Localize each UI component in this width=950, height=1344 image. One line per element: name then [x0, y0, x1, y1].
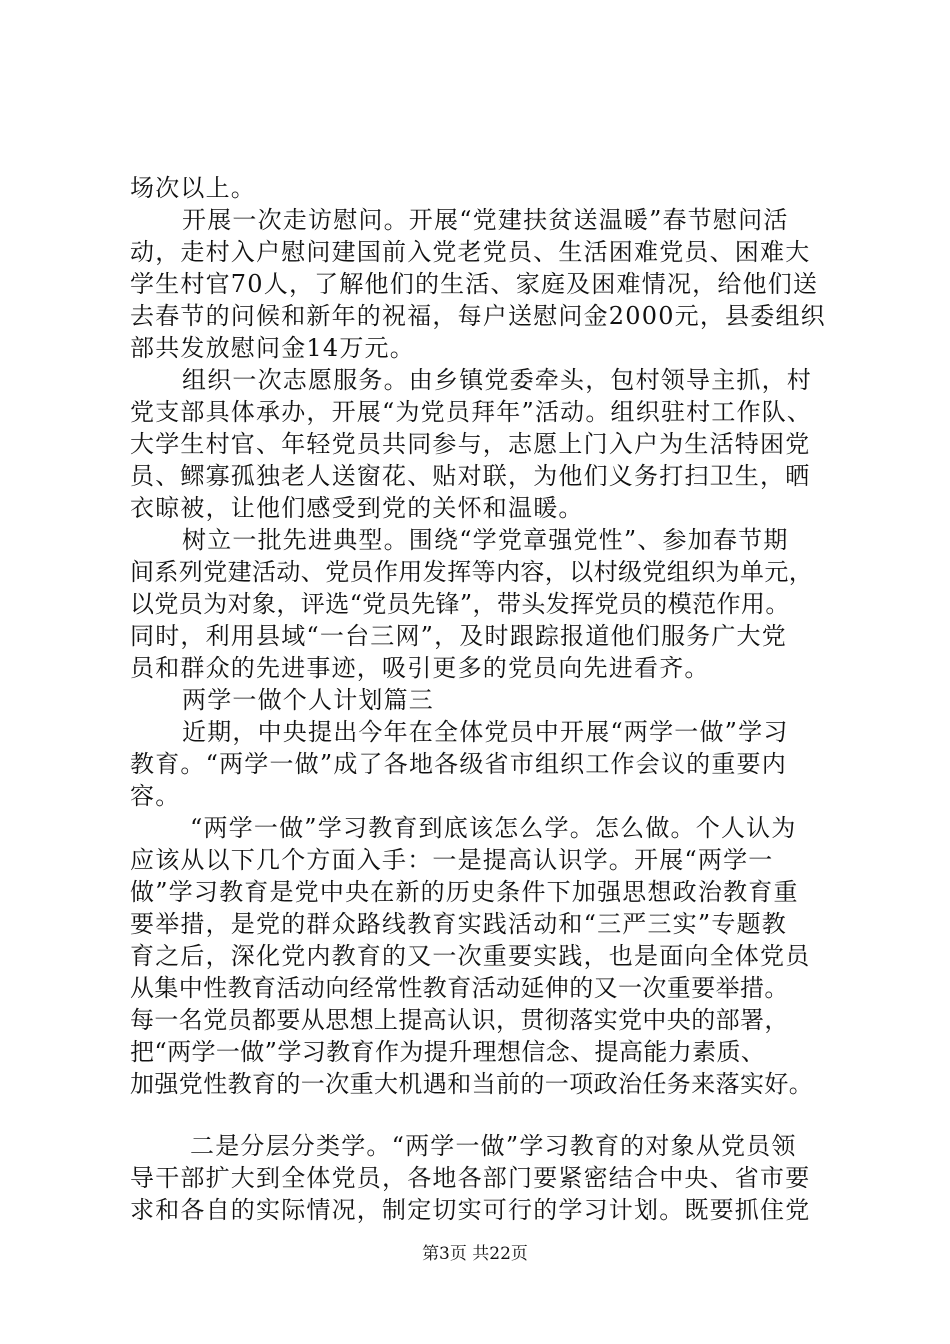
text-line: 党支部具体承办，开展“为党员拜年”活动。组织驻村工作队、	[130, 398, 813, 426]
text-line: 求和各自的实际情况，制定切实可行的学习计划。既要抓住党	[130, 1196, 811, 1224]
text-line: 衣晾被，让他们感受到党的关怀和温暖。	[130, 494, 584, 522]
paragraph-first-line: 开展一次走访慰问。开展“党建扶贫送温暖”春节慰问活	[182, 206, 789, 234]
text-line: 场次以上。	[130, 174, 256, 202]
text-line: 应该从以下几个方面入手：一是提高认识学。开展“两学一	[130, 846, 774, 874]
page-number-footer: 第3页 共22页	[422, 1244, 528, 1264]
text-line: 员、鳏寡孤独老人送窗花、贴对联，为他们义务打扫卫生，晒	[130, 462, 811, 490]
body-text	[130, 172, 850, 1226]
paragraph-first-line: 树立一批先进典型。围绕“学党章强党性”、参加春节期	[182, 526, 789, 554]
section-heading: 两学一做个人计划篇三	[182, 686, 434, 714]
text-line: 大学生村官、年轻党员共同参与，志愿上门入户为生活特困党	[130, 430, 811, 458]
text-line: 每一名党员都要从思想上提高认识，贯彻落实党中央的部署，	[130, 1006, 789, 1034]
text-line: 要举措，是党的群众路线教育实践活动和“三严三实”专题教	[130, 910, 787, 938]
text-line: 学生村官70人，了解他们的生活、家庭及困难情况，给他们送	[130, 270, 819, 298]
text-line: 以党员为对象，评选“党员先锋”，带头发挥党员的模范作用。	[130, 590, 790, 618]
text-line: 教育。“两学一做”成了各地各级省市组织工作会议的重要内	[130, 750, 787, 778]
text-line: 员和群众的先进事迹，吸引更多的党员向先进看齐。	[130, 654, 710, 682]
text-line: 间系列党建活动、党员作用发挥等内容，以村级党组织为单元，	[130, 558, 814, 586]
text-line: 同时，利用县域“一台三网”，及时跟踪报道他们服务广大党	[130, 622, 787, 650]
text-line: 从集中性教育活动向经常性教育活动延伸的又一次重要举措。	[130, 974, 789, 1002]
text-line: 部共发放慰问金14万元。	[130, 334, 415, 362]
text-line: 把“两学一做”学习教育作为提升理想信念、提高能力素质、	[130, 1038, 766, 1066]
blank-line	[130, 1100, 850, 1130]
text-line: 容。	[130, 782, 181, 810]
paragraph-first-line: “两学一做”学习教育到底该怎么学。怎么做。个人认为	[190, 814, 797, 842]
paragraph-first-line: 二是分层分类学。“两学一做”学习教育的对象从党员领	[190, 1132, 797, 1160]
text-line: 动，走村入户慰问建国前入党老党员、生活困难党员、困难大	[130, 238, 811, 266]
text-line: 去春节的问候和新年的祝福，每户送慰问金2000元，县委组织	[130, 302, 826, 330]
paragraph-first-line: 近期，中央提出今年在全体党员中开展“两学一做”学习	[182, 718, 789, 746]
text-line: 育之后，深化党内教育的又一次重要实践，也是面向全体党员	[130, 942, 811, 970]
paragraph-first-line: 组织一次志愿服务。由乡镇党委牵头，包村领导主抓，村	[182, 366, 812, 394]
text-line: 加强党性教育的一次重大机遇和当前的一项政治任务来落实好。	[130, 1070, 814, 1098]
text-line: 做”学习教育是党中央在新的历史条件下加强思想政治教育重	[130, 878, 799, 906]
text-line: 导干部扩大到全体党员，各地各部门要紧密结合中央、省市要	[130, 1164, 811, 1192]
